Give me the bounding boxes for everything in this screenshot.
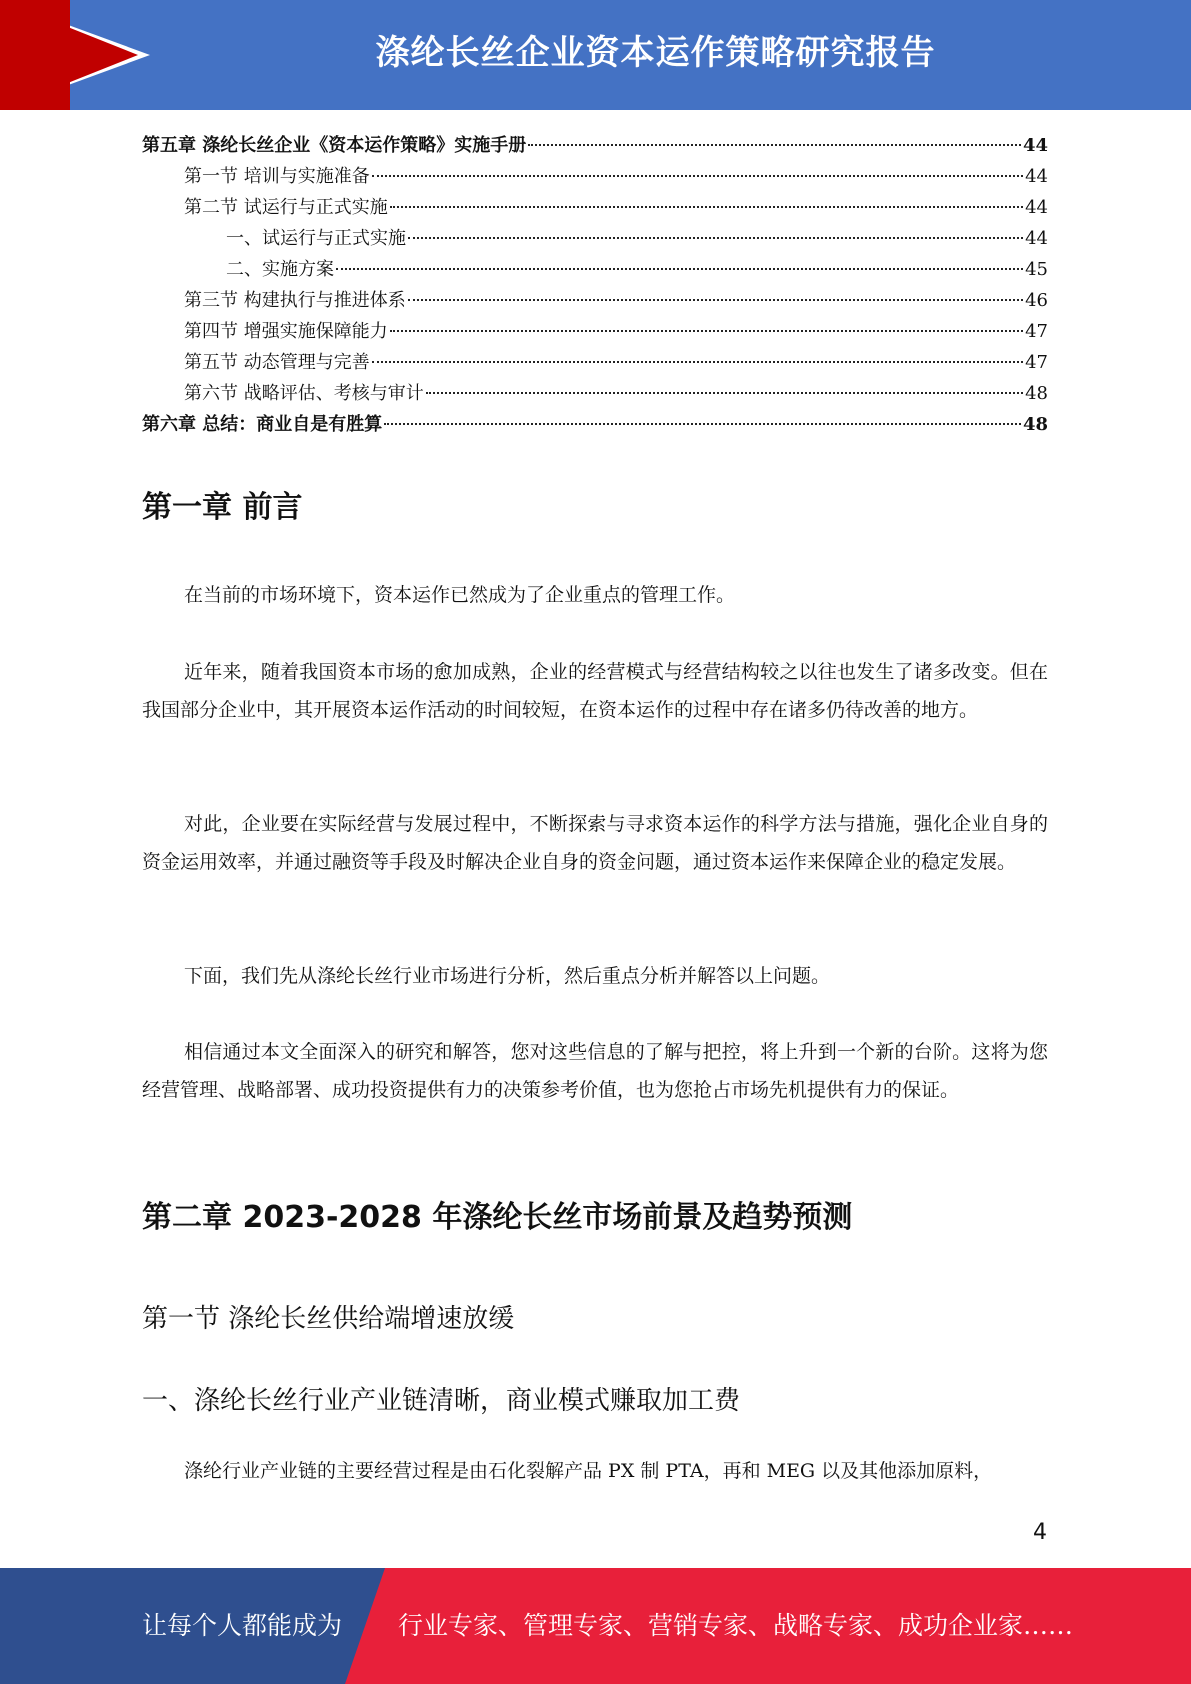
page-footer — [0, 1568, 1191, 1684]
toc-entry[interactable] — [142, 316, 1048, 347]
toc-leader-dots — [390, 206, 1023, 208]
toc-entry-label: 第四节 增强实施保障能力 — [184, 321, 388, 342]
footer-blue-slant — [345, 1568, 385, 1684]
toc-entry-label: 一、试运行与正式实施 — [226, 228, 406, 249]
toc-entry[interactable] — [142, 254, 1048, 285]
report-title: 涤纶长丝企业资本运作策略研究报告 — [375, 33, 936, 73]
toc-entry-page: 47 — [1025, 352, 1048, 373]
toc-entry-label: 二、实施方案 — [226, 259, 334, 280]
toc-leader-dots — [372, 175, 1023, 177]
paragraph: 在当前的市场环境下，资本运作已然成为了企业重点的管理工作。 — [184, 584, 736, 606]
chapter-2-heading: 第二章 2023-2028 年涤纶长丝市场前景及趋势预测 — [142, 1200, 853, 1235]
toc-entry-label: 第六节 战略评估、考核与审计 — [184, 383, 424, 404]
toc-leader-dots — [390, 330, 1023, 332]
subsection-heading: 一、涤纶长丝行业产业链清晰，商业模式赚取加工费 — [142, 1386, 741, 1416]
toc-entry[interactable] — [142, 161, 1048, 192]
paragraph: 对此，企业要在实际经营与发展过程中，不断探索与寻求资本运作的科学方法与措施，强化企业自身的资金运用效率，并通过融资等手段及时解决企业自身的资金问题，通过资本运作来保障企业的稳定发展。 — [142, 813, 1048, 873]
footer-slogan-left: 让每个人都能成为 — [142, 1611, 343, 1640]
toc-entry-page: 45 — [1025, 259, 1048, 280]
paragraph: 近年来，随着我国资本市场的愈加成熟，企业的经营模式与经营结构较之以往也发生了诸多改变。但在我国部分企业中，其开展资本运作活动的时间较短，在资本运作的过程中存在诸多仍待改善的地方。 — [142, 661, 1048, 721]
toc-entry-page: 48 — [1025, 383, 1048, 404]
paragraph: 涤纶行业产业链的主要经营过程是由石化裂解产品 PX 制 PTA，再和 MEG 以及其他添加原料， — [184, 1460, 993, 1482]
paragraph: 相信通过本文全面深入的研究和解答，您对这些信息的了解与把控，将上升到一个新的台阶。这将为您经营管理、战略部署、成功投资提供有力的决策参考价值，也为您抢占市场先机提供有力的保证。 — [142, 1041, 1048, 1101]
page-number: 4 — [1033, 1520, 1047, 1545]
toc-entry-page: 46 — [1025, 290, 1048, 311]
toc-entry[interactable] — [142, 347, 1048, 378]
toc-entry-label: 第二节 试运行与正式实施 — [184, 197, 388, 218]
toc-entry[interactable] — [142, 409, 1048, 440]
toc-entry[interactable] — [142, 285, 1048, 316]
paragraph: 下面，我们先从涤纶长丝行业市场进行分析，然后重点分析并解答以上问题。 — [184, 965, 831, 987]
chapter-1-heading: 第一章 前言 — [142, 490, 303, 525]
toc-entry-label: 第三节 构建执行与推进体系 — [184, 290, 406, 311]
toc-leader-dots — [408, 237, 1023, 239]
toc-leader-dots — [372, 361, 1023, 363]
toc-entry-page: 44 — [1025, 166, 1048, 187]
header-red-block — [0, 0, 70, 110]
toc-entry[interactable] — [142, 378, 1048, 409]
footer-slogan-right: 行业专家、管理专家、营销专家、战略专家、成功企业家…… — [398, 1611, 1074, 1640]
page-header — [0, 0, 1191, 110]
toc-leader-dots — [426, 392, 1023, 394]
toc-entry[interactable] — [142, 223, 1048, 254]
toc-entry-label: 第五节 动态管理与完善 — [184, 352, 370, 373]
toc-leader-dots — [384, 423, 1021, 425]
toc-entry-page: 44 — [1025, 197, 1048, 218]
toc-leader-dots — [528, 144, 1021, 146]
toc-entry-page: 48 — [1022, 414, 1048, 435]
table-of-contents — [142, 130, 1048, 440]
toc-entry-page: 44 — [1025, 228, 1048, 249]
toc-entry-label: 第五章 涤纶长丝企业《资本运作策略》实施手册 — [142, 135, 527, 156]
toc-leader-dots — [336, 268, 1023, 270]
toc-entry[interactable] — [142, 192, 1048, 223]
toc-entry-page: 47 — [1025, 321, 1048, 342]
toc-entry-label: 第一节 培训与实施准备 — [184, 166, 370, 187]
section-heading: 第一节 涤纶长丝供给端增速放缓 — [142, 1304, 515, 1334]
toc-entry-label: 第六章 总结：商业自是有胜算 — [142, 414, 383, 435]
toc-entry[interactable] — [142, 130, 1048, 161]
toc-leader-dots — [408, 299, 1023, 301]
toc-entry-page: 44 — [1022, 135, 1048, 156]
